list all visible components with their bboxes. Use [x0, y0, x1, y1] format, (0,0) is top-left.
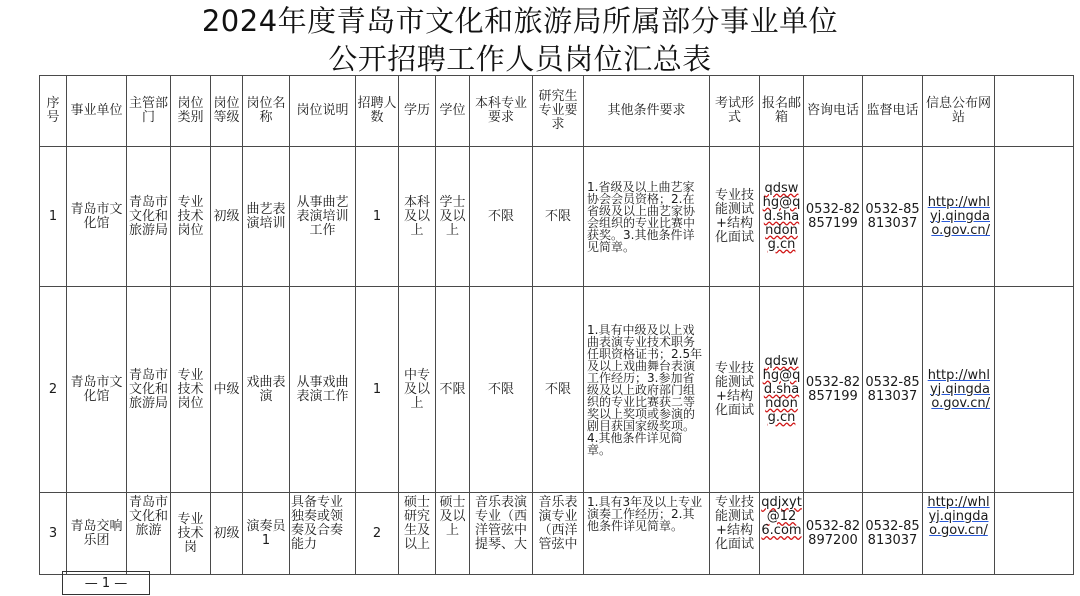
website-text[interactable]: http://whlyj.qingdao.gov.cn/ [927, 495, 990, 538]
email-text[interactable]: qdjxyt@126.com [761, 495, 802, 538]
positions-table [39, 75, 1074, 575]
empty-cell [995, 287, 1074, 493]
description-cell: 从事戏曲表演工作 [290, 287, 356, 493]
degree-cell: 硕士及以上 [436, 493, 470, 575]
header-cell: 岗位说明 [290, 76, 356, 147]
header-cell: 信息公布网站 [923, 76, 995, 147]
dept-cell: 青岛市文化和旅游局 [127, 147, 171, 287]
other-requirements-cell: 1.具有3年及以上专业演奏工作经历；2.其他条件详见简章。 [584, 493, 710, 575]
unit-cell: 青岛交响乐团 [67, 493, 127, 575]
header-cell: 学位 [436, 76, 470, 147]
table-row [40, 287, 1074, 493]
other-requirements-cell: 1.具有中级及以上戏曲表演专业技术职务任职资格证书；2.5年及以上戏曲舞台表演工作经历；3.参加省级及以上政府部门组织的专业比赛获二等奖以上奖项或参演的剧目获国家级奖项。4.其他条件详见简章。 [584, 287, 710, 493]
header-cell: 岗位名称 [243, 76, 290, 147]
consult-phone-cell: 0532-82897200 [804, 493, 863, 575]
exam-type-cell: 专业技能测试+结构化面试 [710, 493, 760, 575]
description-cell: 具备专业独奏或领奏及合奏能力 [290, 493, 356, 575]
email-text[interactable]: qdswhg@qd.shandong.cn [762, 353, 801, 425]
grad-major-cell: 不限 [533, 287, 584, 493]
position-name-cell: 曲艺表演培训 [243, 147, 290, 287]
header-cell: 监督电话 [863, 76, 923, 147]
row-number: 2 [40, 287, 67, 493]
supervise-phone-cell: 0532-85813037 [863, 493, 923, 575]
description-cell: 从事曲艺表演培训工作 [290, 147, 356, 287]
consult-phone-cell: 0532-82857199 [804, 147, 863, 287]
category-cell: 专业技术岗位 [171, 147, 211, 287]
level-cell: 中级 [211, 287, 243, 493]
exam-type-cell: 专业技能测试+结构化面试 [710, 287, 760, 493]
grad-major-cell: 音乐表演专业（西洋管弦中 [533, 493, 584, 575]
level-cell: 初级 [211, 147, 243, 287]
count-cell: 1 [356, 287, 399, 493]
page-number-box: — 1 — [62, 571, 150, 595]
website-link[interactable] [923, 287, 995, 493]
row-number: 3 [40, 493, 67, 575]
header-cell: 研究生专业要求 [533, 76, 584, 147]
dept-cell: 青岛市文化和旅游局 [127, 287, 171, 493]
dept-cell: 青岛市文化和旅游 [127, 493, 171, 575]
header-cell: 报名邮箱 [760, 76, 804, 147]
header-cell: 岗位等级 [211, 76, 243, 147]
grad-major-cell: 不限 [533, 147, 584, 287]
count-cell: 2 [356, 493, 399, 575]
undergrad-major-cell: 音乐表演专业（西洋管弦中提琴、大 [470, 493, 533, 575]
header-cell: 岗位类别 [171, 76, 211, 147]
table-row [40, 147, 1074, 287]
consult-phone-cell: 0532-82857199 [804, 287, 863, 493]
header-cell: 其他条件要求 [584, 76, 710, 147]
email-link[interactable] [760, 287, 804, 493]
website-text[interactable]: http://whlyj.qingdao.gov.cn/ [927, 367, 990, 411]
website-link[interactable] [923, 147, 995, 287]
website-link[interactable] [923, 493, 995, 575]
table-row [40, 493, 1074, 575]
empty-cell [995, 76, 1074, 147]
degree-cell: 学士及以上 [436, 147, 470, 287]
position-name-cell: 演奏员1 [243, 493, 290, 575]
unit-cell: 青岛市文化馆 [67, 147, 127, 287]
header-cell: 事业单位 [67, 76, 127, 147]
level-cell: 初级 [211, 493, 243, 575]
empty-cell [995, 147, 1074, 287]
exam-type-cell: 专业技能测试+结构化面试 [710, 147, 760, 287]
category-cell: 专业技术岗位 [171, 287, 211, 493]
position-name-cell: 戏曲表演 [243, 287, 290, 493]
degree-cell: 不限 [436, 287, 470, 493]
header-cell: 学历 [399, 76, 436, 147]
table-header-row [40, 76, 1074, 147]
email-link[interactable] [760, 147, 804, 287]
undergrad-major-cell: 不限 [470, 287, 533, 493]
page-title-line2: 公开招聘工作人员岗位汇总表 [328, 42, 712, 76]
undergrad-major-cell: 不限 [470, 147, 533, 287]
header-cell: 主管部门 [127, 76, 171, 147]
website-text[interactable]: http://whlyj.qingdao.gov.cn/ [927, 194, 990, 238]
email-text[interactable]: qdswhg@qd.shandong.cn [762, 180, 801, 252]
category-cell: 专业技术岗 [171, 493, 211, 575]
education-cell: 中专及以上 [399, 287, 436, 493]
header-cell: 序号 [40, 76, 67, 147]
empty-cell [995, 493, 1074, 575]
unit-cell: 青岛市文化馆 [67, 287, 127, 493]
header-cell: 咨询电话 [804, 76, 863, 147]
header-cell: 招聘人数 [356, 76, 399, 147]
other-requirements-cell: 1.省级及以上曲艺家协会会员资格；2.在省级及以上曲艺家协会组织的专业比赛中获奖。3.其他条件详见简章。 [584, 147, 710, 287]
count-cell: 1 [356, 147, 399, 287]
education-cell: 本科及以上 [399, 147, 436, 287]
page-title-line1: 2024年度青岛市文化和旅游局所属部分事业单位 [201, 4, 839, 38]
email-link[interactable] [760, 493, 804, 575]
education-cell: 硕士研究生及以上 [399, 493, 436, 575]
row-number: 1 [40, 147, 67, 287]
header-cell: 本科专业要求 [470, 76, 533, 147]
supervise-phone-cell: 0532-85813037 [863, 287, 923, 493]
header-cell: 考试形式 [710, 76, 760, 147]
supervise-phone-cell: 0532-85813037 [863, 147, 923, 287]
